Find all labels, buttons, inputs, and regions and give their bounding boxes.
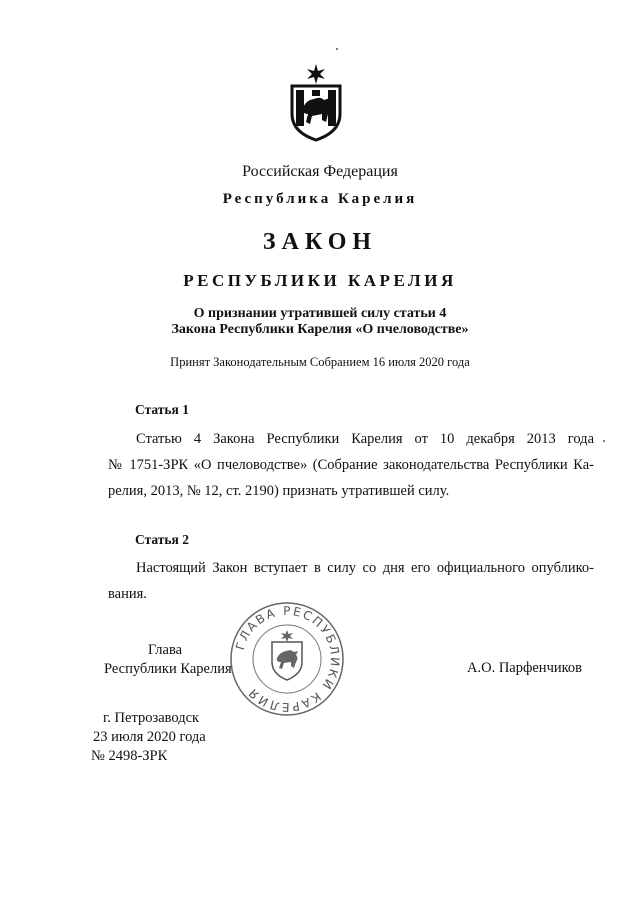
law-name-line-2: Закона Республики Карелия «О пчеловодстве» [171,322,469,337]
republic-name: Республика Карелия [222,191,418,207]
signatory-role-line-1: Глава [148,642,183,658]
article-2-heading: Статья 2 [135,532,189,547]
scan-speck [603,440,605,442]
article-2-line-1: Настоящий Закон вступает в силу со дня его официального опублико- [136,560,594,576]
law-name-line-1: О признании утратившей силу статьи 4 [193,306,447,321]
official-seal-icon [228,600,346,718]
signatory-name: А.О. Парфенчиков [467,660,583,676]
place-of-signing: г. Петрозаводск [103,710,200,726]
article-1-line-1: Статью 4 Закона Республики Карелия от 10 декабря 2013 года [136,431,594,447]
law-subtitle: РЕСПУБЛИКИ КАРЕЛИЯ [183,271,457,290]
signing-date: 23 июля 2020 года [93,729,206,745]
signatory-role-line-2: Республики Карелия [104,661,232,677]
adoption-note: Принят Законодательным Собранием 16 июля 2020 года [170,355,470,369]
scan-speck [336,48,338,50]
article-1-line-2: № 1751-ЗРК «О пчеловодстве» (Собрание законодательства Республики Ка- [108,457,594,473]
country-name: Российская Федерация [242,163,398,180]
seal-text: ГЛАВА РЕСПУБЛИКИ КАРЕЛИЯ [233,603,343,715]
article-2-line-2: вания. [108,586,147,602]
coat-of-arms-icon [286,62,346,142]
article-2-text [108,555,594,607]
article-1-heading: Статья 1 [135,402,189,417]
article-1-text [108,426,594,504]
law-number: № 2498-ЗРК [91,748,168,764]
article-1-line-3: релия, 2013, № 12, ст. 2190) признать утратившей силу. [108,483,450,499]
law-title: ЗАКОН [262,229,378,255]
